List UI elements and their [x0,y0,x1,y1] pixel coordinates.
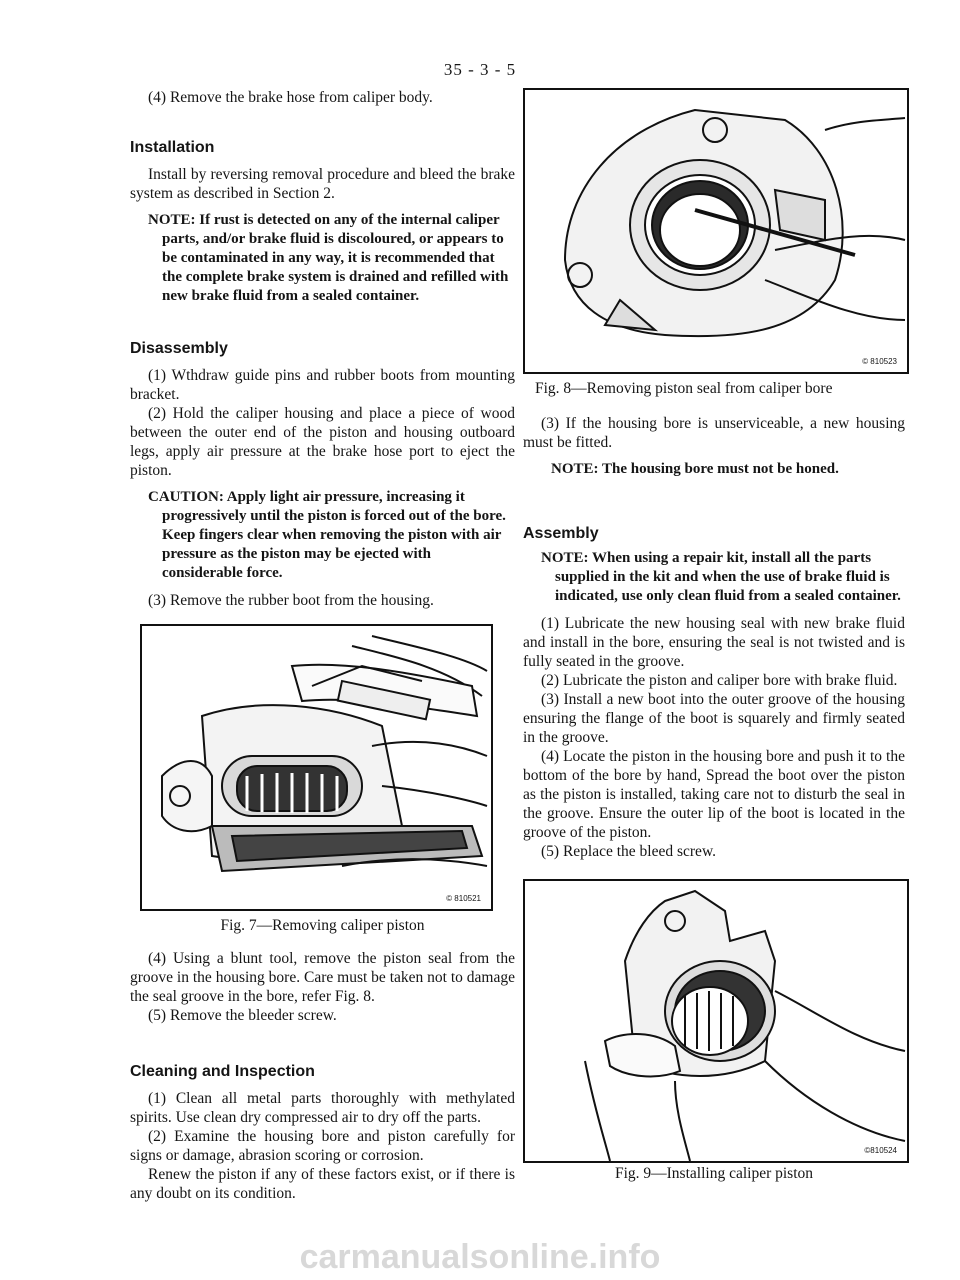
removal-step-4: (4) Remove the brake hose from caliper body. [148,89,433,106]
assembly-step-3: (3) Install a new boot into the outer groove of the housing ensuring the flange of the boot is squarely and firmly seated in the groove. [523,691,905,746]
assembly-step-5: (5) Replace the bleed screw. [541,843,717,860]
cleaning-step-1: (1) Clean all metal parts thoroughly with methylated spirits. Use clean dry compressed air to dry off the parts. [130,1090,515,1126]
cleaning-heading: Cleaning and Inspection [130,1063,315,1080]
cleaning-step-2: (2) Examine the housing bore and piston carefully for signs or damage, abrasion scoring or corrosion. [130,1128,515,1164]
installation-note: NOTE: If rust is detected on any of the internal caliper parts, and/or brake fluid is discoloured, or appears to be contaminated in any way, it is recommended that the complete brake system is drained and refilled with new brake fluid from a sealed container. [148,212,509,304]
disassembly-step-3: (3) Remove the rubber boot from the housing. [148,592,434,609]
figure-7-caption: Fig. 7—Removing caliper piston [220,917,425,934]
assembly-heading: Assembly [523,525,599,542]
caution-note: CAUTION: Apply light air pressure, increasing it progressively until the piston is forced out of the bore. Keep fingers clear when removing the piston with air pressure as the piston may be ejected with considerable force. [148,489,506,581]
cleaning-step-2-renew: Renew the piston if any of these factors exist, or if there is any doubt on its condition. [130,1166,515,1202]
watermark: carmanualsonline.info [299,1238,661,1276]
figure-8-image [523,88,909,374]
left-column [130,88,515,1203]
installation-text: Install by reversing removal procedure and bleed the brake system as described in Section 2. [130,166,515,202]
figure-9-caption: Fig. 9—Installing caliper piston [614,1165,814,1182]
disassembly-step-4: (4) Using a blunt tool, remove the piston seal from the groove in the housing bore. Care must be taken not to damage the seal groove in the bore, refer Fig. 8. [130,950,515,1005]
right-column [523,88,905,1183]
figure-7-image [140,624,493,911]
disassembly-step-5: (5) Remove the bleeder screw. [148,1007,337,1024]
assembly-step-4: (4) Locate the piston in the housing bore and push it to the bottom of the bore by hand, Spread the boot over the piston as the piston is installed, taking care not to disturb the seal in the groove. Ensure the outer lip of the boot is located in the groove of the piston. [523,748,905,841]
disassembly-step-1: (1) Wthdraw guide pins and rubber boots from mounting bracket. [130,367,515,403]
installation-heading: Installation [130,139,215,156]
caliper-piston-illustration [142,626,491,909]
assembly-step-1: (1) Lubricate the new housing seal with new brake fluid and install in the bore, ensuring the seal is not twisted and is fully seated in the groove. [523,615,905,670]
figure-8-code: © 810523 [862,357,897,366]
installing-piston-illustration [525,881,907,1161]
figure-9-code: ©810524 [864,1146,897,1155]
piston-seal-illustration [525,90,907,372]
figure-7-code: © 810521 [446,894,481,903]
page-number: 35 - 3 - 5 [443,60,517,79]
disassembly-step-2: (2) Hold the caliper housing and place a piece of wood between the outer end of the piston and housing outboard legs, apply air pressure at the brake hose port to eject the piston. [130,405,515,479]
figure-8-caption: Fig. 8—Removing piston seal from caliper bore [535,380,833,397]
figure-9-image [523,879,909,1163]
disassembly-heading: Disassembly [130,340,228,357]
housing-step-3: (3) If the housing bore is unserviceable, a new housing must be fitted. [523,415,905,451]
bore-note: NOTE: The housing bore must not be honed. [551,461,839,477]
assembly-step-2: (2) Lubricate the piston and caliper bore with brake fluid. [541,672,898,689]
assembly-note: NOTE: When using a repair kit, install all the parts supplied in the kit and when the use of brake fluid is indicated, use only clean fluid from a sealed container. [541,550,901,604]
